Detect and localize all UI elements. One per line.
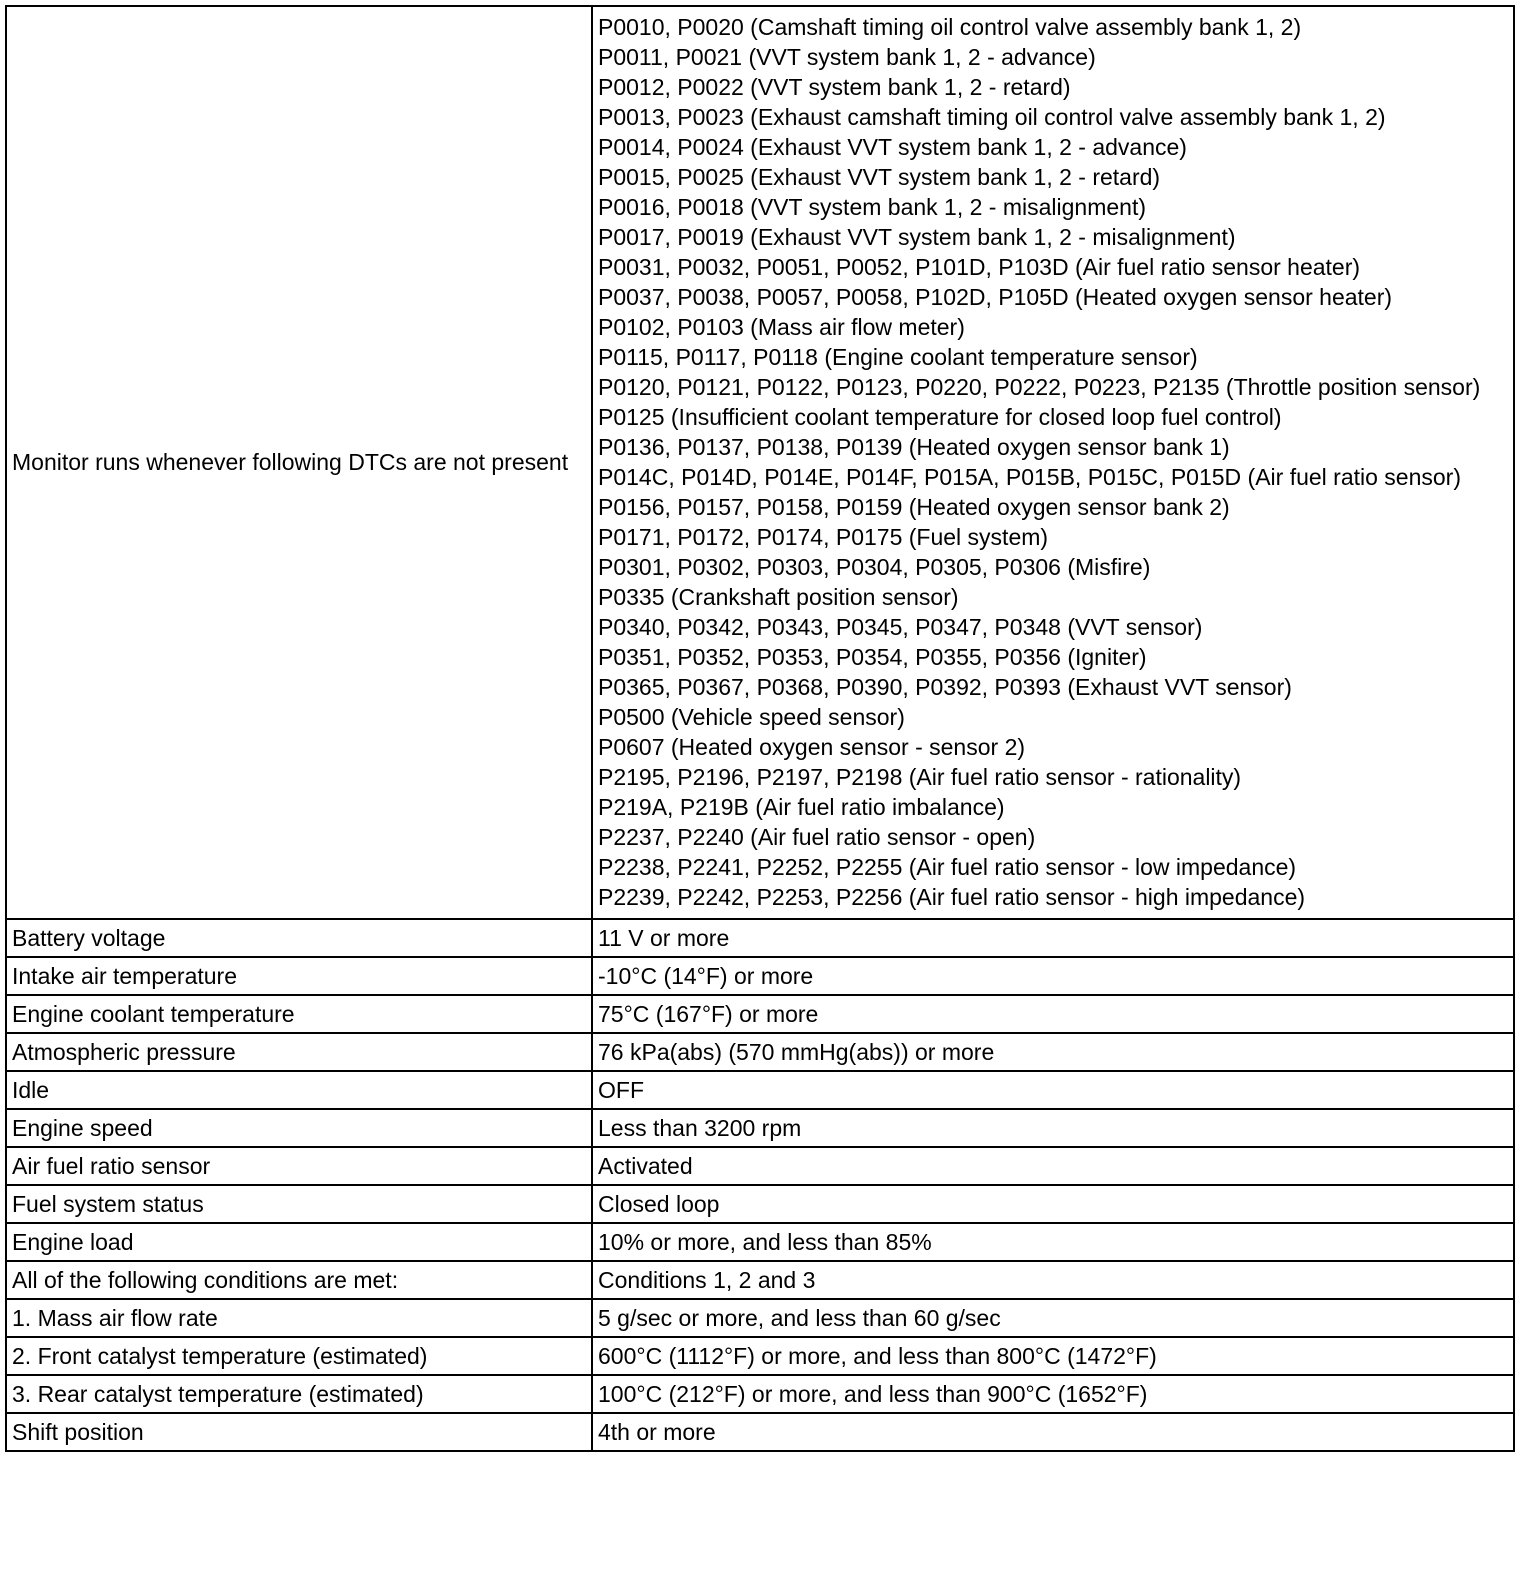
condition-value: 10% or more, and less than 85% [592,1223,1514,1261]
dtc-line: P0011, P0021 (VVT system bank 1, 2 - advance) [598,44,1096,70]
dtc-line: P2237, P2240 (Air fuel ratio sensor - open) [598,824,1036,850]
condition-label: Fuel system status [6,1185,592,1223]
condition-label: Engine speed [6,1109,592,1147]
table-row [6,1299,1514,1337]
condition-value: 5 g/sec or more, and less than 60 g/sec [592,1299,1514,1337]
condition-value: OFF [592,1071,1514,1109]
monitor-conditions-table [5,5,1515,1452]
dtc-line: P2195, P2196, P2197, P2198 (Air fuel ratio sensor - rationality) [598,764,1242,790]
table-row [6,1071,1514,1109]
condition-label: Air fuel ratio sensor [6,1147,592,1185]
condition-value: Less than 3200 rpm [592,1109,1514,1147]
table-row [6,1147,1514,1185]
dtc-line: P0031, P0032, P0051, P0052, P101D, P103D (Air fuel ratio sensor heater) [598,254,1361,280]
condition-value: 75°C (167°F) or more [592,995,1514,1033]
table-row [6,1413,1514,1451]
condition-value: 4th or more [592,1413,1514,1451]
dtc-line: P219A, P219B (Air fuel ratio imbalance) [598,794,1005,820]
dtc-line: P0017, P0019 (Exhaust VVT system bank 1, 2 - misalignment) [598,224,1236,250]
table-row [6,1109,1514,1147]
condition-value: 76 kPa(abs) (570 mmHg(abs)) or more [592,1033,1514,1071]
condition-label: Engine load [6,1223,592,1261]
dtc-line: P0301, P0302, P0303, P0304, P0305, P0306 (Misfire) [598,554,1151,580]
dtc-line: P0156, P0157, P0158, P0159 (Heated oxygen sensor bank 2) [598,494,1230,520]
dtc-line: P0125 (Insufficient coolant temperature for closed loop fuel control) [598,404,1282,430]
dtc-line: P0335 (Crankshaft position sensor) [598,584,959,610]
dtc-line: P0115, P0117, P0118 (Engine coolant temperature sensor) [598,344,1198,370]
condition-label: Atmospheric pressure [6,1033,592,1071]
dtc-line: P0013, P0023 (Exhaust camshaft timing oil control valve assembly bank 1, 2) [598,104,1386,130]
dtc-list [592,6,1514,919]
dtc-line: P0351, P0352, P0353, P0354, P0355, P0356 (Igniter) [598,644,1147,670]
condition-label: Battery voltage [6,919,592,957]
condition-value: 600°C (1112°F) or more, and less than 800°C (1472°F) [592,1337,1514,1375]
condition-value: 100°C (212°F) or more, and less than 900°C (1652°F) [592,1375,1514,1413]
dtc-line: P0171, P0172, P0174, P0175 (Fuel system) [598,524,1049,550]
table-row [6,1223,1514,1261]
dtc-line: P0607 (Heated oxygen sensor - sensor 2) [598,734,1026,760]
dtc-line: P0012, P0022 (VVT system bank 1, 2 - retard) [598,74,1071,100]
condition-value: 11 V or more [592,919,1514,957]
condition-value: Activated [592,1147,1514,1185]
table-row [6,1375,1514,1413]
dtc-line: P0365, P0367, P0368, P0390, P0392, P0393 (Exhaust VVT sensor) [598,674,1292,700]
condition-label: Idle [6,1071,592,1109]
condition-value: Closed loop [592,1185,1514,1223]
dtc-line: P0016, P0018 (VVT system bank 1, 2 - misalignment) [598,194,1147,220]
condition-label: Monitor runs whenever following DTCs are not present [6,6,592,919]
table-row [6,995,1514,1033]
table-row [6,957,1514,995]
table-row [6,1185,1514,1223]
dtc-line: P2239, P2242, P2253, P2256 (Air fuel ratio sensor - high impedance) [598,884,1306,910]
dtc-line: P0500 (Vehicle speed sensor) [598,704,905,730]
dtc-line: P0010, P0020 (Camshaft timing oil control valve assembly bank 1, 2) [598,14,1302,40]
dtc-line: P0015, P0025 (Exhaust VVT system bank 1, 2 - retard) [598,164,1161,190]
dtc-line: P0340, P0342, P0343, P0345, P0347, P0348 (VVT sensor) [598,614,1203,640]
table-row [6,1033,1514,1071]
dtc-line: P0136, P0137, P0138, P0139 (Heated oxygen sensor bank 1) [598,434,1230,460]
dtc-line: P0037, P0038, P0057, P0058, P102D, P105D (Heated oxygen sensor heater) [598,284,1393,310]
table-row [6,6,1514,919]
condition-label: 1. Mass air flow rate [6,1299,592,1337]
table-row [6,1337,1514,1375]
condition-label: 2. Front catalyst temperature (estimated) [6,1337,592,1375]
condition-label: All of the following conditions are met: [6,1261,592,1299]
dtc-line: P014C, P014D, P014E, P014F, P015A, P015B, P015C, P015D (Air fuel ratio sensor) [598,464,1461,490]
table-row [6,919,1514,957]
condition-label: Shift position [6,1413,592,1451]
table-body [6,6,1514,1451]
condition-value: Conditions 1, 2 and 3 [592,1261,1514,1299]
condition-label: Engine coolant temperature [6,995,592,1033]
dtc-line: P0014, P0024 (Exhaust VVT system bank 1, 2 - advance) [598,134,1187,160]
table-row [6,1261,1514,1299]
condition-label: 3. Rear catalyst temperature (estimated) [6,1375,592,1413]
condition-value: -10°C (14°F) or more [592,957,1514,995]
dtc-line: P2238, P2241, P2252, P2255 (Air fuel ratio sensor - low impedance) [598,854,1297,880]
condition-label: Intake air temperature [6,957,592,995]
dtc-line: P0120, P0121, P0122, P0123, P0220, P0222, P0223, P2135 (Throttle position sensor) [598,374,1481,400]
dtc-line: P0102, P0103 (Mass air flow meter) [598,314,965,340]
